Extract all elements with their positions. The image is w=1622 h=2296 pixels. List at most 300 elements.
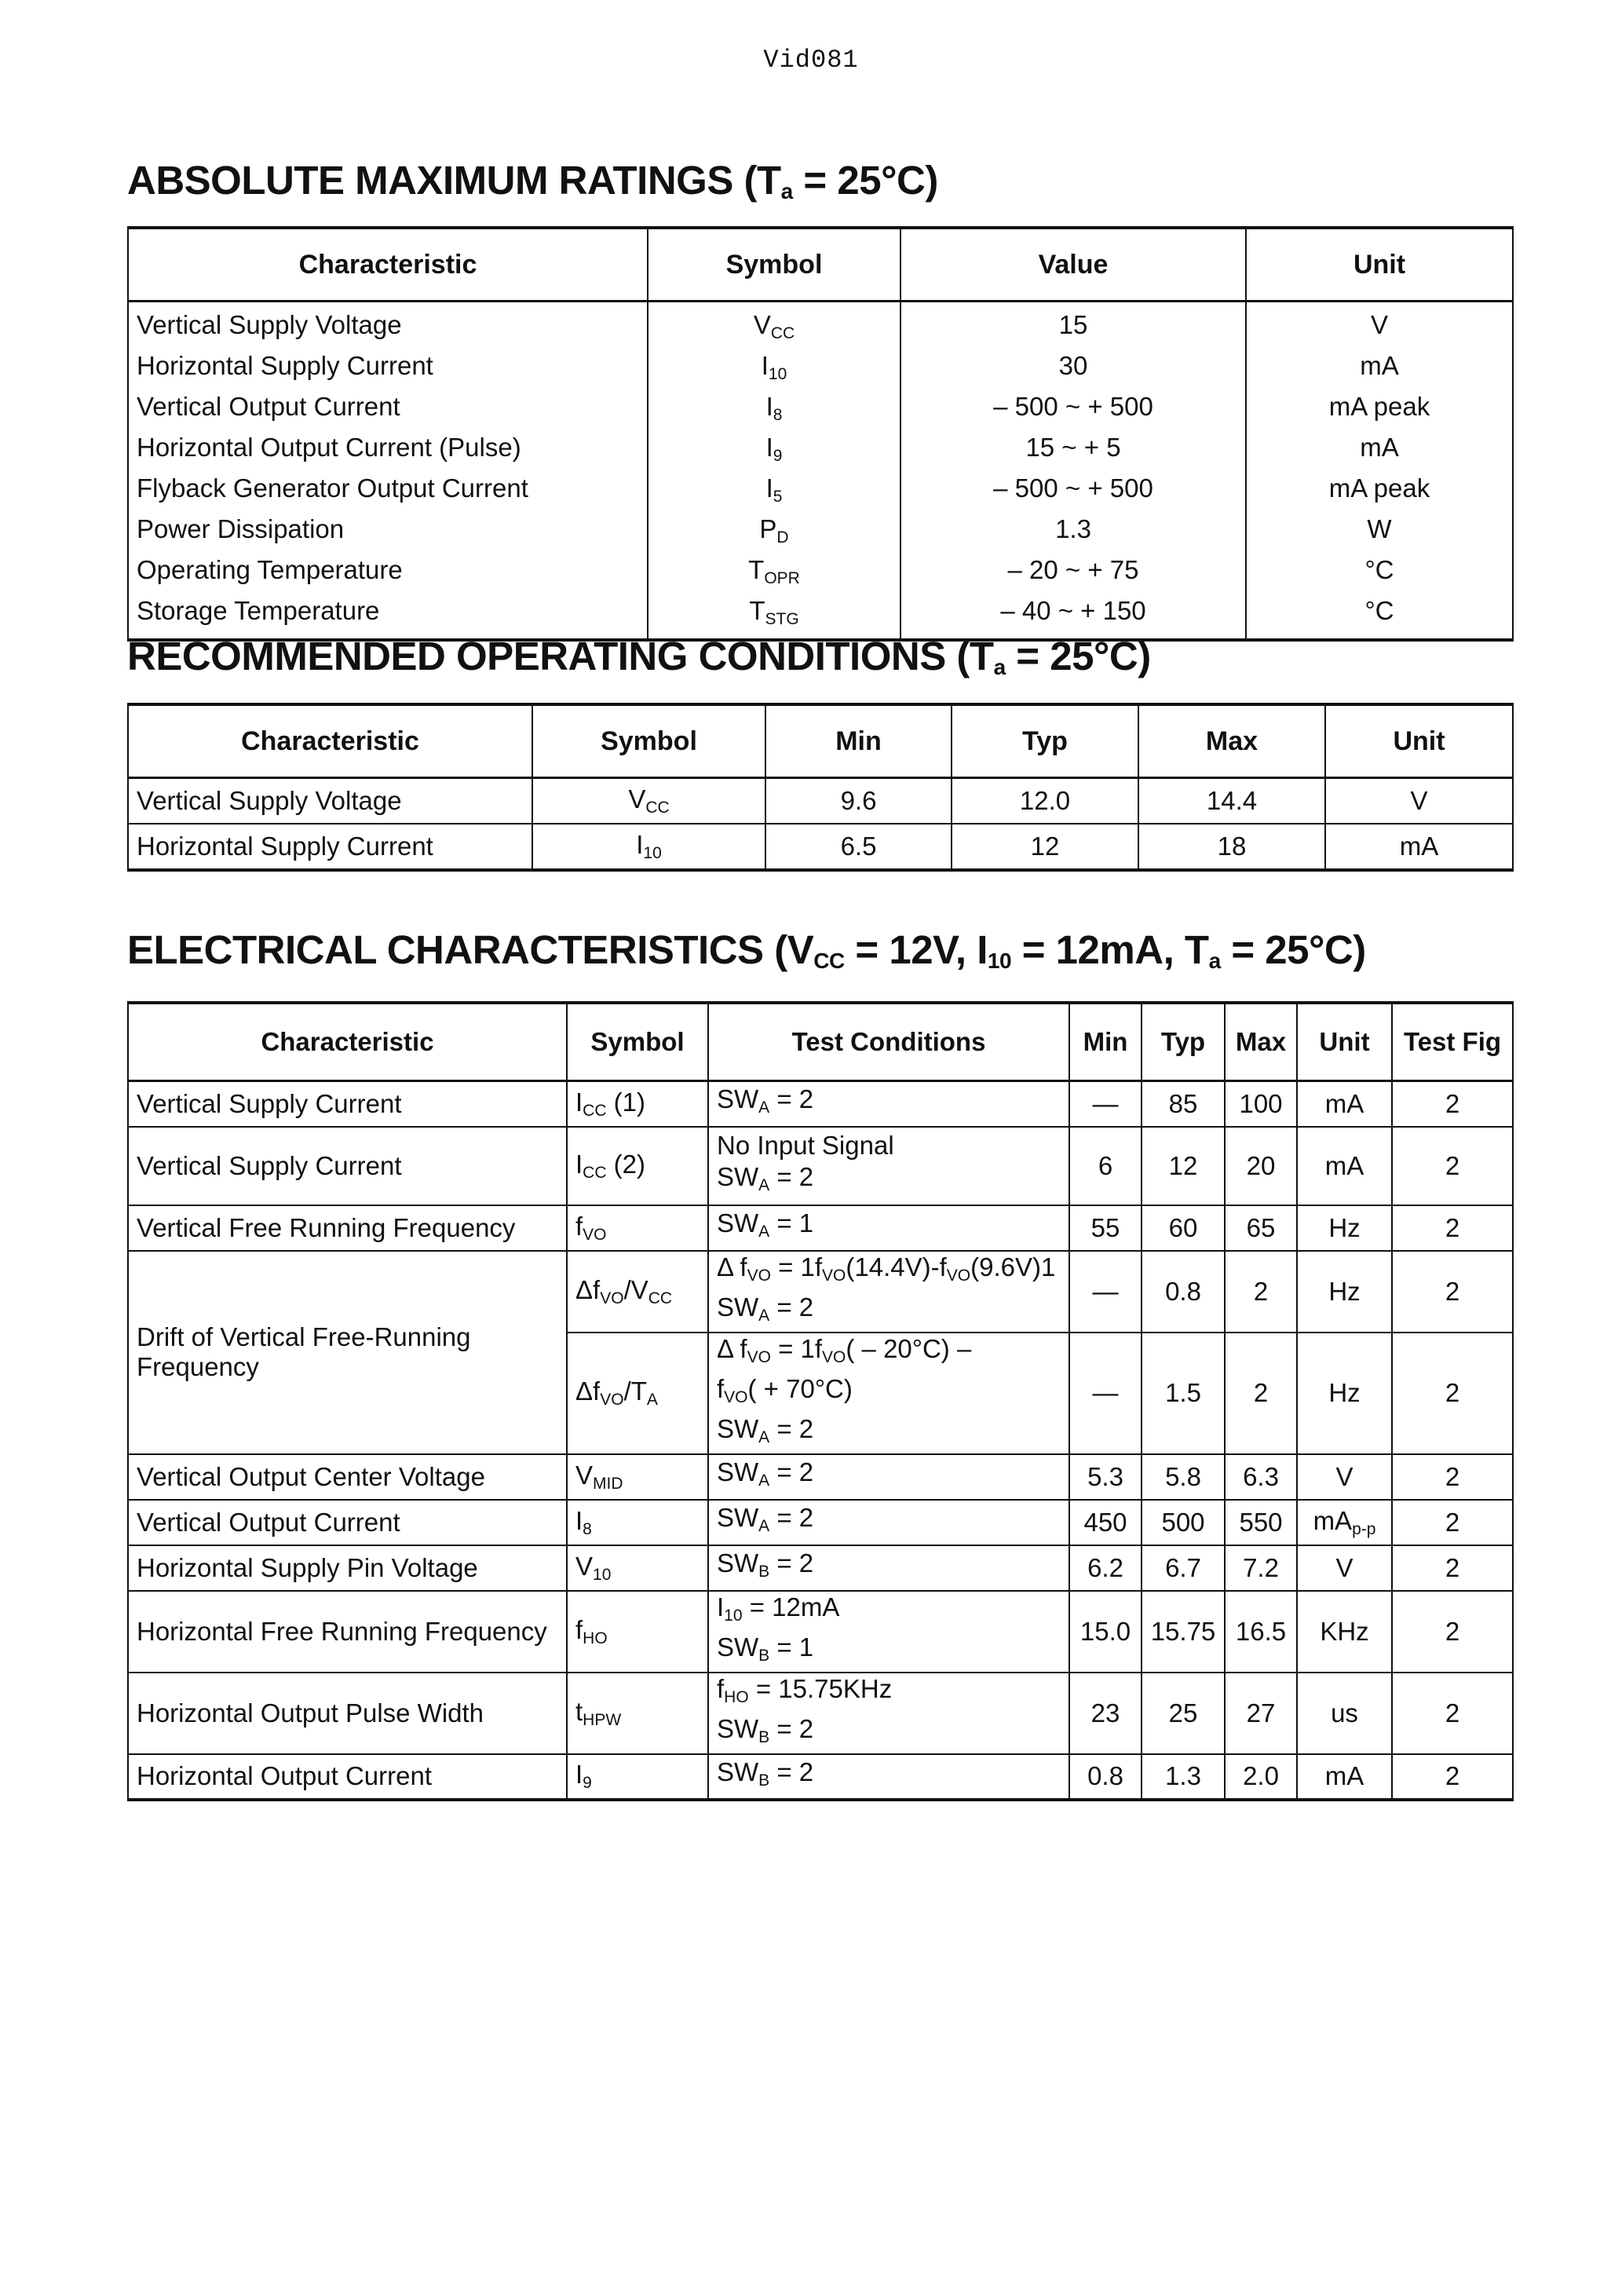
symbol-text: T [749,596,765,625]
condition-text: = 2 [769,1413,814,1443]
recommended-title-sub: a [993,655,1006,679]
condition-line [717,1592,1061,1632]
condition-subscript: VO [747,1347,771,1366]
test-fig-cell: 2 [1392,1591,1513,1673]
symbol-cell [567,1333,708,1454]
test-fig-cell: 2 [1392,1454,1513,1500]
col-header-characteristic: Characteristic [128,228,648,302]
table-row [128,778,1513,824]
symbol-text: I [765,433,773,462]
condition-subscript: 10 [724,1606,743,1625]
symbol-subscript: VO [583,1225,607,1244]
unit-text: us [1331,1698,1358,1727]
test-conditions-cell [708,1591,1069,1673]
max-cell: 2 [1225,1251,1297,1333]
condition-subscript: VO [946,1266,971,1285]
absolute-max-title [127,157,938,204]
symbol-cell [648,390,901,431]
condition-subscript: B [758,1771,770,1790]
test-conditions-cell [708,1081,1069,1127]
electrical-title-sub3: a [1208,949,1221,973]
max-cell: 550 [1225,1500,1297,1545]
electrical-title-c: = 12mA, T [1011,927,1209,972]
unit-subscript: p-p [1352,1519,1376,1538]
unit-cell [1297,1545,1392,1591]
test-conditions-cell [708,1333,1069,1454]
symbol-text: I [575,1087,583,1117]
condition-line [717,1292,1061,1332]
characteristic-cell: Horizontal Output Current (Pulse) [128,431,648,472]
unit-text: V [1335,1552,1353,1582]
symbol-suffix: (1) [606,1087,646,1117]
symbol-subscript: 8 [583,1519,592,1538]
typ-cell: 25 [1142,1673,1225,1754]
symbol-text: V [575,1551,594,1581]
condition-subscript: A [758,1099,770,1117]
value-cell: 15 ~ + 5 [901,431,1246,472]
condition-text: = 2 [769,1084,814,1114]
condition-text: Δ f [717,1333,747,1363]
typ-cell: 12 [1142,1127,1225,1205]
characteristic-cell: Drift of Vertical Free-Running Frequency [128,1251,567,1454]
unit-cell [1297,1754,1392,1800]
table-header-row [128,228,1513,302]
test-conditions-cell [708,1454,1069,1500]
table-row [128,302,1513,350]
typ-cell: 1.5 [1142,1333,1225,1454]
unit-text: Hz [1328,1378,1361,1407]
value-cell: 30 [901,349,1246,390]
condition-text: SW [717,1632,759,1662]
unit-cell: V [1325,778,1513,824]
max-cell: 18 [1138,824,1325,870]
recommended-title-end: = 25°C) [1005,634,1151,678]
symbol-text: I [765,392,773,421]
col-header-symbol: Symbol [648,228,901,302]
condition-line [717,1502,1061,1542]
col-header-characteristic: Characteristic [128,704,532,778]
condition-text: = 15.75KHz [748,1673,893,1703]
unit-cell [1297,1500,1392,1545]
typ-cell: 6.7 [1142,1545,1225,1591]
condition-text: f [717,1373,725,1403]
condition-line [717,1548,1061,1588]
characteristic-cell: Vertical Supply Voltage [128,778,532,824]
min-cell: — [1069,1333,1142,1454]
condition-text: SW [717,1457,759,1486]
condition-text: SW [717,1208,759,1238]
col-header-unit: Unit [1297,1003,1392,1081]
condition-text: SW [717,1162,759,1191]
table-row [128,554,1513,594]
min-cell: — [1069,1251,1142,1333]
symbol-subscript: VO [600,1391,624,1409]
min-cell: 6 [1069,1127,1142,1205]
symbol-text: I [761,351,769,380]
symbol-text: t [575,1696,583,1726]
condition-line [717,1673,1061,1713]
unit-cell: V [1246,302,1513,350]
table-row [128,1081,1513,1127]
condition-subscript: VO [724,1387,748,1406]
absolute-max-title-end: = 25°C) [792,158,938,203]
recommended-title [127,633,1151,680]
symbol-text: P [759,514,777,543]
value-cell: – 20 ~ + 75 [901,554,1246,594]
condition-text: = 1 [769,1208,814,1238]
symbol-text: f [575,1211,583,1241]
value-cell: 15 [901,302,1246,350]
symbol-text: V [753,310,771,339]
condition-text: Δ f [717,1252,747,1281]
characteristic-cell: Storage Temperature [128,594,648,640]
symbol-subscript: 10 [643,844,662,862]
absolute-max-body [128,302,1513,641]
electrical-title-sub2: 10 [987,949,1012,973]
unit-cell: mA [1246,349,1513,390]
col-header-typ: Typ [1142,1003,1225,1081]
characteristic-cell: Horizontal Supply Current [128,349,648,390]
max-cell: 65 [1225,1205,1297,1251]
symbol-subscript: OPR [764,569,800,587]
characteristic-cell: Vertical Supply Current [128,1081,567,1127]
col-header-value: Value [901,228,1246,302]
condition-text: = 2 [769,1713,814,1743]
max-cell: 7.2 [1225,1545,1297,1591]
recommended-title-text: RECOMMENDED OPERATING CONDITIONS (T [127,634,994,678]
electrical-table [127,1001,1514,1801]
condition-text: (9.6V)1 [970,1252,1056,1281]
symbol-text: V [628,784,646,813]
unit-text: V [1335,1461,1353,1491]
condition-text: I [717,1592,725,1621]
page-header: Vid081 [763,46,859,75]
test-conditions-cell [708,1500,1069,1545]
test-fig-cell: 2 [1392,1127,1513,1205]
symbol-cell [532,778,765,824]
characteristic-cell: Horizontal Output Pulse Width [128,1673,567,1754]
condition-text: = 12mA [742,1592,840,1621]
condition-subscript: VO [822,1266,846,1285]
unit-cell [1297,1081,1392,1127]
condition-subscript: B [758,1563,770,1581]
unit-cell [1297,1127,1392,1205]
electrical-title [127,927,1366,974]
absolute-max-table [127,226,1514,642]
characteristic-cell: Operating Temperature [128,554,648,594]
max-cell: 6.3 [1225,1454,1297,1500]
symbol-cell [567,1500,708,1545]
col-header-unit: Unit [1325,704,1513,778]
characteristic-cell: Vertical Output Current [128,1500,567,1545]
symbol-text: T [748,555,765,584]
unit-cell [1297,1454,1392,1500]
condition-line [717,1413,1061,1453]
recommended-table [127,703,1514,872]
symbol-cell [567,1454,708,1500]
test-fig-cell: 2 [1392,1545,1513,1591]
characteristic-cell: Power Dissipation [128,513,648,554]
max-cell: 2 [1225,1333,1297,1454]
typ-cell: 60 [1142,1205,1225,1251]
unit-text: mA [1324,1150,1364,1180]
test-fig-cell: 2 [1392,1333,1513,1454]
electrical-body [128,1081,1513,1800]
unit-text: mA [1324,1088,1364,1118]
table-row [128,1454,1513,1500]
unit-cell [1297,1591,1392,1673]
min-cell: 0.8 [1069,1754,1142,1800]
symbol-subscript: CC [770,324,795,342]
condition-subscript: VO [822,1347,846,1366]
symbol-cell [648,472,901,513]
table-row [128,472,1513,513]
characteristic-cell: Vertical Output Current [128,390,648,431]
table-header-row [128,704,1513,778]
symbol-cell [567,1127,708,1205]
characteristic-cell: Horizontal Free Running Frequency [128,1591,567,1673]
symbol-subscript: STG [765,610,799,628]
col-header-unit: Unit [1246,228,1513,302]
symbol-suffix: (2) [606,1149,646,1179]
typ-cell: 15.75 [1142,1591,1225,1673]
symbol-subscript: HPW [583,1710,622,1729]
symbol-subscript-2: CC [648,1289,673,1307]
symbol-text: I [765,473,773,503]
unit-cell: °C [1246,554,1513,594]
test-fig-cell: 2 [1392,1251,1513,1333]
symbol-text: Δf [575,1274,601,1304]
unit-cell: °C [1246,594,1513,640]
characteristic-cell: Vertical Supply Voltage [128,302,648,350]
condition-text: = 2 [769,1457,814,1486]
symbol-text: f [575,1614,583,1644]
symbol-subscript: MID [593,1474,623,1493]
min-cell: 6.5 [765,824,952,870]
condition-text: = 1f [770,1252,823,1281]
unit-text: mA [1313,1505,1353,1535]
symbol-suffix: /T [623,1377,647,1406]
symbol-subscript: CC [583,1101,607,1120]
table-row [128,1673,1513,1754]
value-cell: – 40 ~ + 150 [901,594,1246,640]
table-row [128,1205,1513,1251]
condition-text: ( – 20°C) – [846,1333,972,1363]
electrical-title-b: = 12V, I [844,927,988,972]
unit-cell [1297,1251,1392,1333]
symbol-suffix: /V [623,1274,648,1304]
characteristic-cell: Vertical Free Running Frequency [128,1205,567,1251]
symbol-cell [648,513,901,554]
condition-text: SW [717,1413,759,1443]
condition-line [717,1130,1061,1161]
symbol-cell [648,302,901,350]
typ-cell: 12.0 [952,778,1138,824]
condition-text: = 1f [770,1333,823,1363]
unit-text: Hz [1328,1276,1361,1306]
test-fig-cell: 2 [1392,1673,1513,1754]
condition-text: f [717,1673,725,1703]
table-header-row [128,1003,1513,1081]
condition-line [717,1713,1061,1753]
condition-line [717,1252,1061,1292]
characteristic-cell: Horizontal Supply Pin Voltage [128,1545,567,1591]
condition-line [717,1632,1061,1672]
max-cell: 14.4 [1138,778,1325,824]
symbol-cell [648,349,901,390]
table-row [128,1754,1513,1800]
condition-text: = 2 [769,1757,814,1786]
symbol-cell [567,1081,708,1127]
test-conditions-cell [708,1673,1069,1754]
condition-subscript: B [758,1646,770,1665]
symbol-cell [567,1251,708,1333]
min-cell: — [1069,1081,1142,1127]
test-conditions-cell [708,1251,1069,1333]
characteristic-cell: Vertical Supply Current [128,1127,567,1205]
unit-cell: mA peak [1246,472,1513,513]
condition-subscript: A [758,1472,770,1490]
test-conditions-cell [708,1545,1069,1591]
condition-subscript: A [758,1176,770,1194]
condition-text: = 2 [769,1548,814,1578]
condition-text: = 2 [769,1162,814,1191]
typ-cell: 1.3 [1142,1754,1225,1800]
condition-text: SW [717,1757,759,1786]
condition-line [717,1757,1061,1797]
col-header-test-conditions: Test Conditions [708,1003,1069,1081]
max-cell: 20 [1225,1127,1297,1205]
unit-cell [1297,1205,1392,1251]
recommended-body [128,778,1513,871]
unit-cell [1297,1673,1392,1754]
symbol-cell [567,1205,708,1251]
symbol-text: Δf [575,1377,601,1406]
col-header-symbol: Symbol [567,1003,708,1081]
table-row [128,1591,1513,1673]
table-row [128,1500,1513,1545]
condition-subscript: A [758,1517,770,1535]
table-row [128,513,1513,554]
min-cell: 5.3 [1069,1454,1142,1500]
symbol-subscript: 9 [773,447,783,465]
table-row [128,1127,1513,1205]
test-fig-cell: 2 [1392,1081,1513,1127]
condition-line [717,1084,1061,1124]
test-fig-cell: 2 [1392,1205,1513,1251]
symbol-cell [567,1754,708,1800]
condition-line [717,1208,1061,1248]
max-cell: 2.0 [1225,1754,1297,1800]
symbol-cell [532,824,765,870]
symbol-cell [567,1673,708,1754]
absolute-max-title-text: ABSOLUTE MAXIMUM RATINGS (T [127,158,781,203]
symbol-cell [567,1545,708,1591]
min-cell: 9.6 [765,778,952,824]
electrical-title-a: ELECTRICAL CHARACTERISTICS (V [127,927,814,972]
symbol-text: I [575,1149,583,1179]
min-cell: 450 [1069,1500,1142,1545]
test-fig-cell: 2 [1392,1754,1513,1800]
symbol-subscript: CC [583,1163,607,1182]
col-header-characteristic: Characteristic [128,1003,567,1081]
symbol-text: I [575,1505,583,1535]
min-cell: 6.2 [1069,1545,1142,1591]
col-header-typ: Typ [952,704,1138,778]
condition-text: SW [717,1548,759,1578]
table-row [128,349,1513,390]
characteristic-cell: Horizontal Supply Current [128,824,532,870]
col-header-max: Max [1225,1003,1297,1081]
typ-cell: 5.8 [1142,1454,1225,1500]
condition-text: SW [717,1713,759,1743]
symbol-subscript: D [776,528,789,547]
unit-cell: mA [1246,431,1513,472]
value-cell: – 500 ~ + 500 [901,472,1246,513]
col-header-symbol: Symbol [532,704,765,778]
table-row [128,1545,1513,1591]
symbol-cell [567,1591,708,1673]
min-cell: 23 [1069,1673,1142,1754]
typ-cell: 85 [1142,1081,1225,1127]
condition-line [717,1161,1061,1201]
condition-subscript: A [758,1306,770,1325]
symbol-subscript: 8 [773,406,783,424]
min-cell: 55 [1069,1205,1142,1251]
symbol-subscript: 5 [773,488,783,506]
symbol-subscript: 10 [768,365,787,383]
condition-line [717,1373,1061,1413]
condition-subscript: A [758,1223,770,1241]
max-cell: 27 [1225,1673,1297,1754]
characteristic-cell: Flyback Generator Output Current [128,472,648,513]
col-header-min: Min [1069,1003,1142,1081]
condition-text: SW [717,1292,759,1322]
unit-cell: mA [1325,824,1513,870]
condition-text: = 2 [769,1503,814,1532]
table-row [128,1251,1513,1333]
col-header-test-fig: Test Fig [1392,1003,1513,1081]
unit-cell [1297,1333,1392,1454]
test-conditions-cell [708,1127,1069,1205]
max-cell: 100 [1225,1081,1297,1127]
unit-cell: W [1246,513,1513,554]
symbol-subscript: CC [645,799,670,817]
typ-cell: 500 [1142,1500,1225,1545]
symbol-subscript-2: A [646,1391,658,1409]
electrical-title-d: = 25°C) [1220,927,1366,972]
symbol-text: I [636,830,644,859]
test-fig-cell: 2 [1392,1500,1513,1545]
symbol-subscript: HO [583,1629,608,1647]
col-header-min: Min [765,704,952,778]
condition-subscript: HO [724,1687,749,1706]
table-row [128,431,1513,472]
table-row [128,390,1513,431]
symbol-subscript: VO [600,1289,624,1307]
unit-text: Hz [1328,1212,1361,1242]
condition-text: = 2 [769,1292,814,1322]
condition-line [717,1333,1061,1373]
characteristic-cell: Vertical Output Center Voltage [128,1454,567,1500]
symbol-cell [648,431,901,472]
condition-subscript: VO [747,1266,771,1285]
condition-subscript: B [758,1727,770,1746]
condition-subscript: A [758,1428,770,1446]
condition-text: SW [717,1084,759,1114]
characteristic-cell: Horizontal Output Current [128,1754,567,1800]
test-conditions-cell [708,1205,1069,1251]
